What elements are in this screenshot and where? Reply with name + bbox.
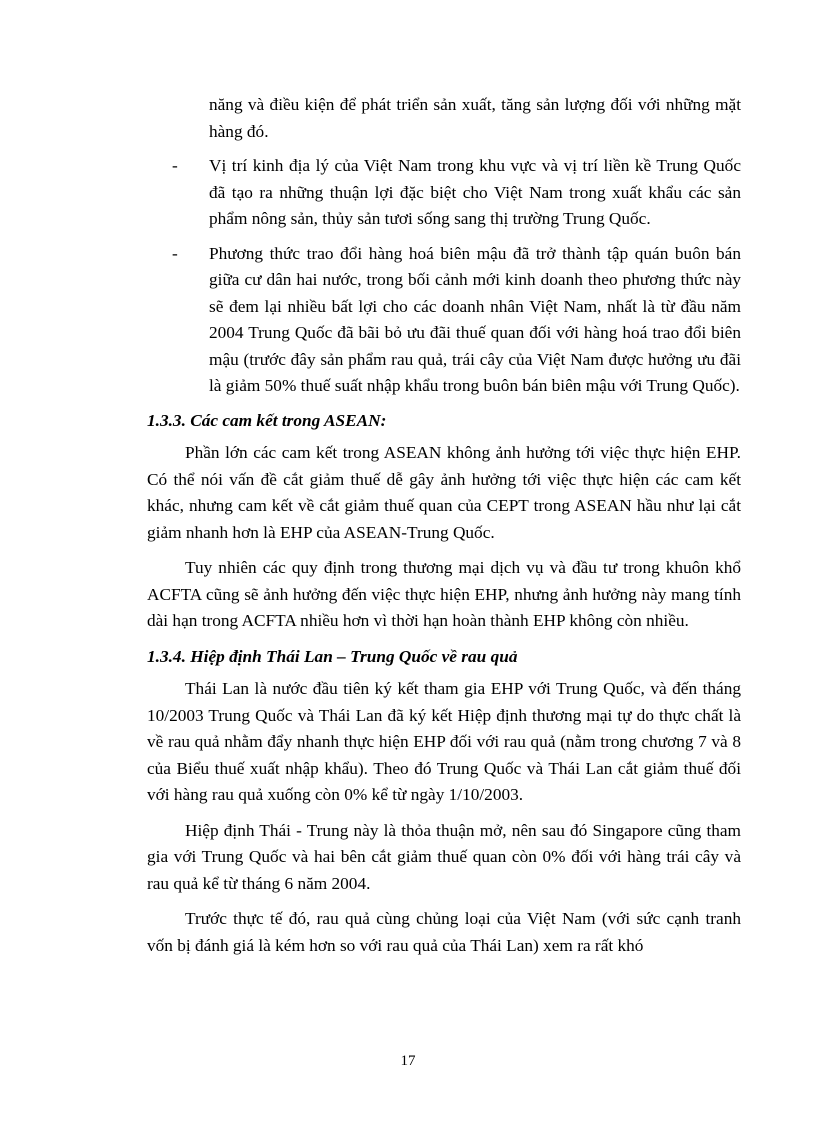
bullet-marker: - bbox=[172, 243, 178, 263]
page-number: 17 bbox=[400, 1053, 416, 1069]
paragraph: Hiệp định Thái - Trung này là thỏa thuận mở, nên sau đó Singapore cũng tham gia với Trung Quốc và hai bên cắt giảm thuế quan còn 0% đối với hàng trái cây và rau quả kể từ tháng 6 năm 2004. bbox=[147, 820, 741, 893]
continuation-paragraph bbox=[147, 92, 741, 145]
continuation-text: năng và điều kiện để phát triển sản xuất, tăng sản lượng đối với những mặt hàng đó. bbox=[209, 95, 741, 141]
bullet-text: Vị trí kinh địa lý của Việt Nam trong khu vực và vị trí liền kề Trung Quốc đã tạo ra những thuận lợi đặc biệt cho Việt Nam trong xuất khẩu các sản phẩm nông sản, thủy sản tươi sống sang thị trường Trung Quốc. bbox=[209, 156, 741, 228]
paragraph: Tuy nhiên các quy định trong thương mại dịch vụ và đầu tư trong khuôn khổ ACFTA cũng sẽ ảnh hưởng đến việc thực hiện EHP, nhưng ảnh hưởng này mang tính dài hạn trong ACFTA nhiều hơn vì thời hạn hoàn thành EHP không còn nhiều. bbox=[147, 558, 741, 630]
bullet-marker: - bbox=[172, 156, 178, 175]
bullet-item bbox=[147, 153, 741, 233]
bullet-item bbox=[147, 241, 741, 400]
paragraph: Phần lớn các cam kết trong ASEAN không ảnh hưởng tới việc thực hiện EHP. Có thể nói vấn đề cắt giảm thuế dễ gây ảnh hưởng tới việc thực hiện các cam kết khác, nhưng cam kết về cắt giảm thuế quan của CEPT trong ASEAN hầu như lại cắt giảm nhanh hơn là EHP của ASEAN-Trung Quốc. bbox=[147, 443, 741, 542]
section-heading-1-3-4: 1.3.4. Hiệp định Thái Lan – Trung Quốc về rau quả bbox=[147, 646, 518, 666]
bullet-text: Phương thức trao đổi hàng hoá biên mậu đã trở thành tập quán buôn bán giữa cư dân hai nước, trong bối cảnh mới kinh doanh theo phương thức này sẽ đem lại nhiều bất lợi cho các doanh nhân Việt Nam, nhất là từ đầu năm 2004 Trung Quốc đã bãi bỏ ưu đãi thuế quan đối với hàng hoá trao đổi biên mậu (trước đây sản phẩm rau quả, trái cây của Việt Nam được hưởng ưu đãi là giảm 50% thuế suất nhập khẩu trong buôn bán biên mậu với Trung Quốc). bbox=[209, 243, 741, 395]
section-heading-1-3-3: 1.3.3. Các cam kết trong ASEAN: bbox=[147, 410, 387, 430]
paragraph: Trước thực tế đó, rau quả cùng chủng loại của Việt Nam (với sức cạnh tranh vốn bị đánh giá là kém hơn so với rau quả của Thái Lan) xem ra rất khó bbox=[147, 909, 741, 955]
bullet-list bbox=[147, 153, 741, 400]
paragraph: Thái Lan là nước đầu tiên ký kết tham gia EHP với Trung Quốc, và đến tháng 10/2003 Trung Quốc và Thái Lan đã ký kết Hiệp định thương mại tự do thực chất là về rau quả nhằm đẩy nhanh thực hiện EHP đối với rau quả (nằm trong chương 7 và 8 của Biểu thuế xuất nhập khẩu). Theo đó Trung Quốc và Thái Lan cắt giảm thuế đối với hàng rau quả xuống còn 0% kể từ ngày 1/10/2003. bbox=[147, 679, 741, 804]
document-body bbox=[147, 92, 741, 968]
